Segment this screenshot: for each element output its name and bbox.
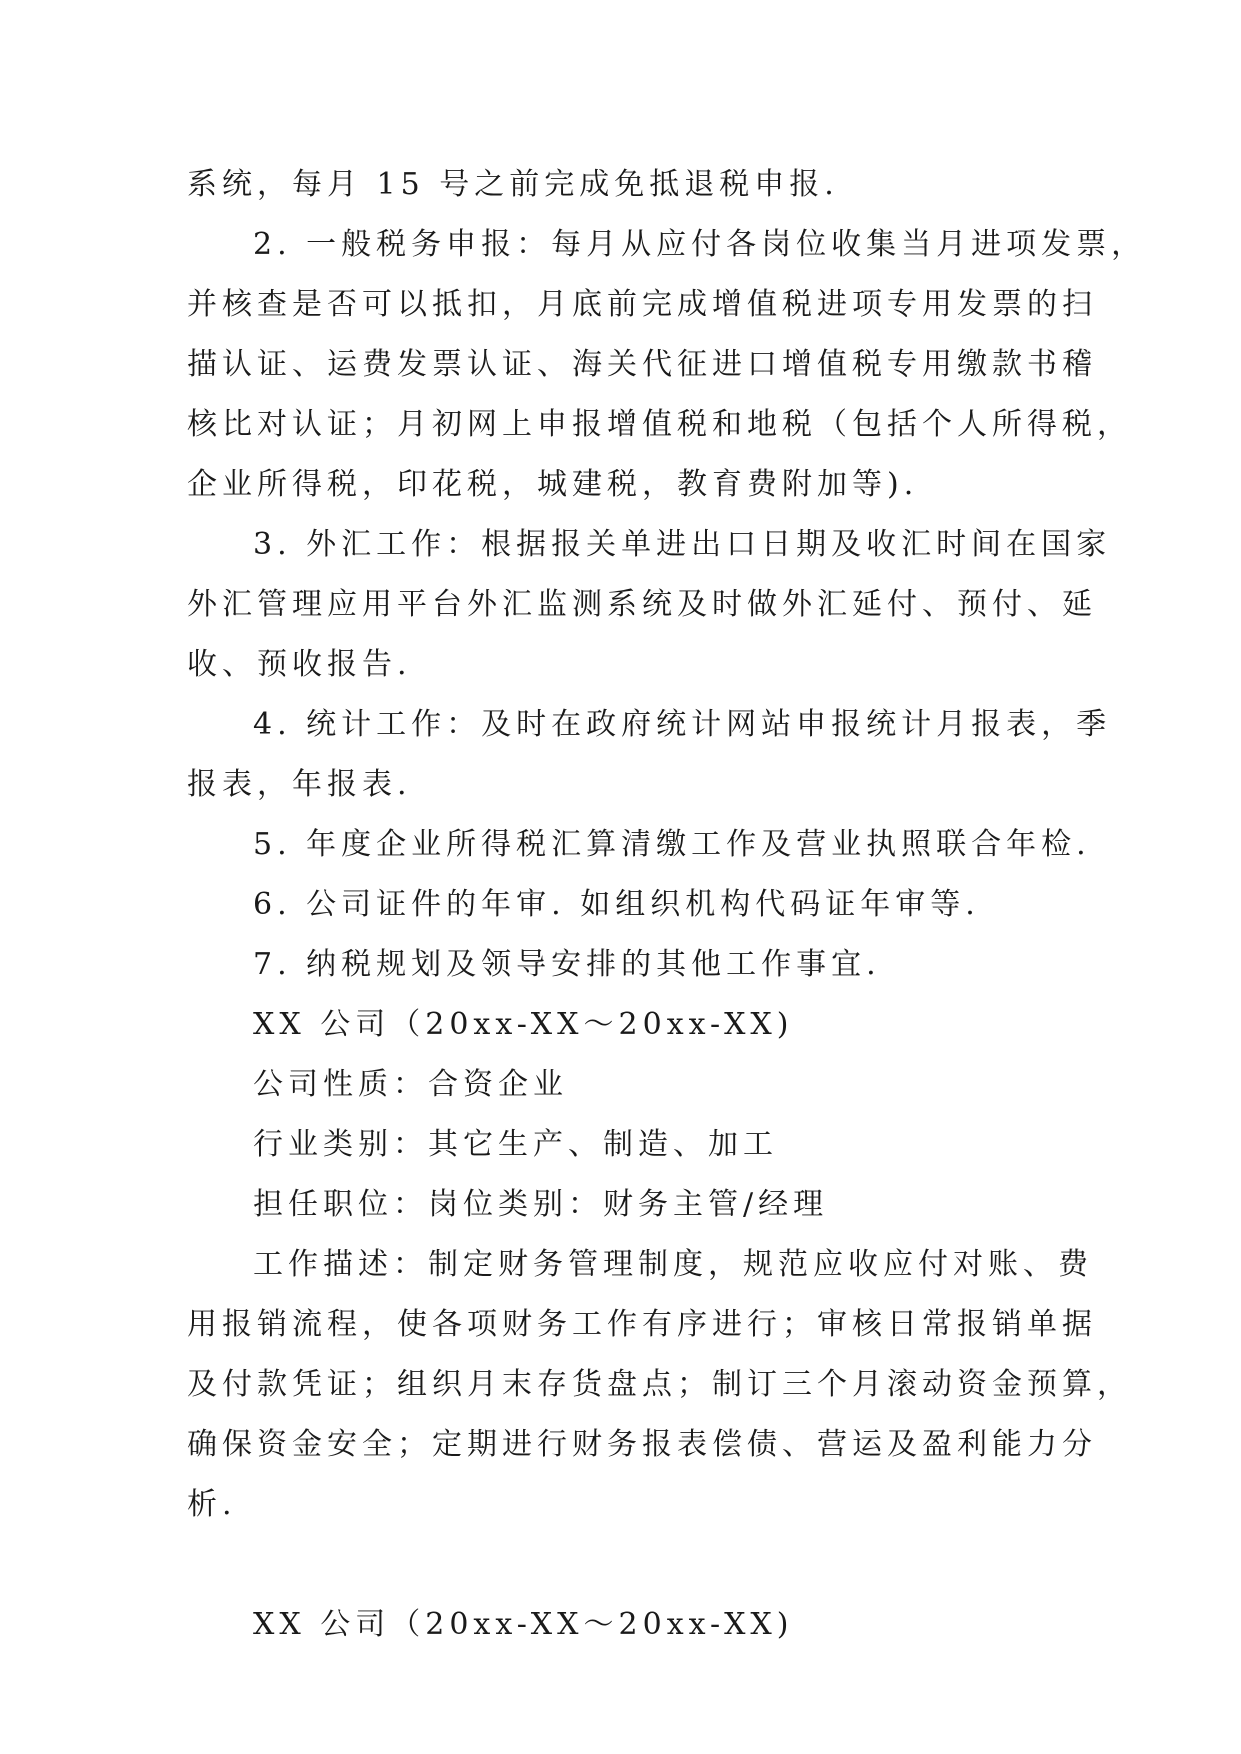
text-line: 4. 统计工作：及时在政府统计网站申报统计月报表，季	[253, 707, 1112, 742]
text-line: 6. 公司证件的年审. 如组织机构代码证年审等.	[253, 887, 980, 922]
text-line: 核比对认证；月初网上申报增值税和地税（包括个人所得税，	[187, 407, 1132, 442]
text-line: 2. 一般税务申报：每月从应付各岗位收集当月进项发票，	[253, 227, 1147, 262]
company-heading: XX 公司（20xx-XX～20xx-XX)	[253, 1607, 794, 1642]
text-line: 析.	[187, 1487, 237, 1522]
text-line: 系统，每月 15 号之前完成免抵退税申报.	[187, 167, 839, 202]
company-heading: XX 公司（20xx-XX～20xx-XX)	[253, 1007, 794, 1042]
text-line: 用报销流程，使各项财务工作有序进行；审核日常报销单据	[187, 1307, 1097, 1342]
text-line: 行业类别：其它生产、制造、加工	[253, 1127, 778, 1162]
text-line: 企业所得税，印花税，城建税，教育费附加等).	[187, 467, 919, 502]
text-line: 5. 年度企业所得税汇算清缴工作及营业执照联合年检.	[253, 827, 1091, 862]
text-line: 描认证、运费发票认证、海关代征进口增值税专用缴款书稽	[187, 347, 1097, 382]
text-line: 并核查是否可以抵扣，月底前完成增值税进项专用发票的扫	[187, 287, 1097, 322]
text-line: 收、预收报告.	[187, 647, 412, 682]
text-line: 7. 纳税规划及领导安排的其他工作事宜.	[253, 947, 881, 982]
text-line: 及付款凭证；组织月末存货盘点；制订三个月滚动资金预算，	[187, 1367, 1132, 1402]
text-line: 报表，年报表.	[187, 767, 412, 802]
document-body	[187, 155, 1147, 1655]
text-line: 公司性质：合资企业	[253, 1067, 568, 1102]
text-line: 3. 外汇工作：根据报关单进出口日期及收汇时间在国家	[253, 527, 1112, 562]
text-line: 确保资金安全；定期进行财务报表偿债、营运及盈利能力分	[187, 1427, 1097, 1462]
text-line: 担任职位：岗位类别：财务主管/经理	[253, 1187, 829, 1222]
text-line: 外汇管理应用平台外汇监测系统及时做外汇延付、预付、延	[187, 587, 1097, 622]
text-line: 工作描述：制定财务管理制度，规范应收应付对账、费	[253, 1247, 1093, 1282]
